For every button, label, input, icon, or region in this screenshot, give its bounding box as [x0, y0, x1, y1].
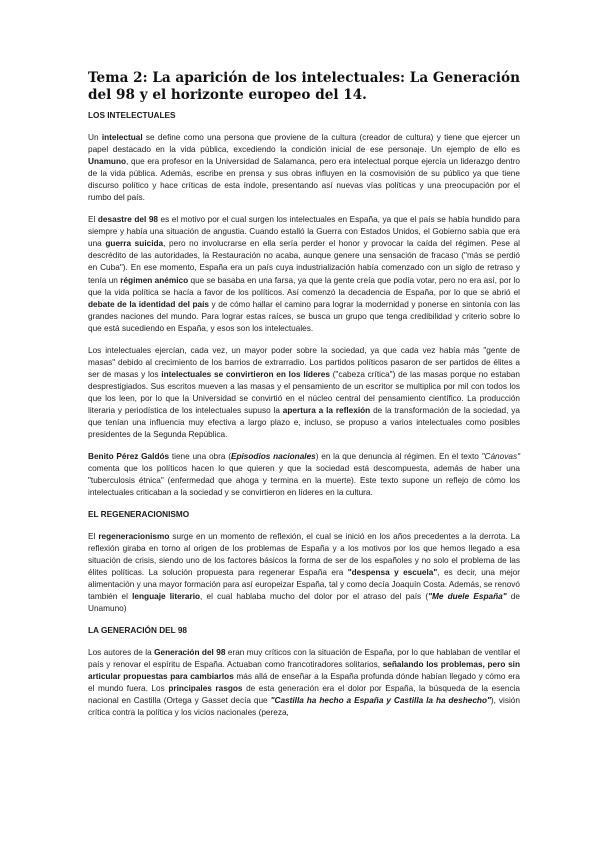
text-run: ), visión crítica contra la política y los vicios nacionales (pereza, [88, 696, 520, 718]
text-run: y de cómo hallar el camino para lograr la modernidad y ponerse en sintonía con las grandes naciones del mundo. Para lograr estas raíces, se busca un grupo que tenga credibilidad y criterio sobre lo que está sucediendo en España, y esos son los intelectuales. [88, 299, 521, 333]
italic-text: "Cánovas" [481, 451, 520, 461]
bold-text: Generación del 98 [154, 647, 226, 657]
text-run: El [88, 531, 99, 541]
text-run: comenta que los políticos hacen lo que quieren y que la sociedad está descompuesta, además de haber una "tuberculosis étnica" (enfermedad que ahoga y termina en la muerte). Este texto supone un reflejo de cómo los intelectuales criticaban a la sociedad y se convirtieron en líderes en la cultura. [88, 463, 520, 498]
bold-text: regeneracionismo [98, 531, 170, 541]
emphasis-text: "Me duele España" [428, 592, 507, 602]
text-run: , es decir, una mejor alimentación y una mayor formación para así europeizar España, tal y como decía Joaquín Costa. Además, se renovó también el [88, 567, 520, 602]
text-run: surge en un momento de reflexión, el cual se inició en los años precedentes a la derrota. La reflexión giraba en torno al origen de los problemas de España y a los motivos por los que hemos llegado a esa situación de crisis, siendo uno de los factores básicos la forma de ser de los españoles y no solo el problema de las élites políticas. La solución propuesta para regenerar España era [88, 531, 520, 577]
paragraph [88, 214, 520, 335]
bold-italic-text [271, 696, 491, 705]
text-run: de la transformación de la sociedad, ya que tenían una influencia muy efectiva a largo plazo e, incluso, se propuso a varios intelectuales como posibles presidentes de la Segunda República. [88, 405, 520, 440]
bold-text: señalando los problemas, pero sin articular propuestas para cambiarlos [88, 659, 521, 681]
emphasis-text: "Castilla ha hecho a España y Castilla la ha deshecho" [270, 696, 491, 706]
bold-text: régimen anémico [120, 275, 189, 285]
text-run: , el cual hablaba mucho del dolor por el atraso del país ( [200, 592, 429, 602]
text-run: eran muy críticos con la situación de España, por lo que hablaban de ventilar el país y renovar el espíritu de España. Actuaban como francotiradores solitarios, [88, 647, 520, 669]
bold-text: intelectual [101, 133, 143, 142]
text-run: es el motivo por el cual surgen los intelectuales en España, ya que el país se había hundido para siempre y había una situación de angustia. Cuando estalló la Guerra con Estados Unidos, el Gobierno sabía que era una [88, 215, 520, 249]
text-run: Los intelectuales ejercían, cada vez, un mayor poder sobre la sociedad, ya que cada vez había más "gente de masas" debido al crecimiento de los barrios de extrarradio. Los partidos políticos pasaron de ser partidos de élites a ser de masas y los [88, 345, 520, 379]
bold-text: apertura a la reflexión [282, 405, 371, 415]
text-run: tiene una obra ( [169, 451, 231, 461]
paragraph [88, 647, 520, 720]
paragraph [88, 451, 520, 499]
section-heading: LOS INTELECTUALES [88, 111, 176, 120]
section-heading: EL REGENERACIONISMO [88, 509, 190, 519]
text-run: ("cabeza crítica") de las masas porque no estaban desprestigiados. Sus escritos mueven a las masas y el pensamiento de un escritor se multiplica por mil con todos los que los leen, por lo que la Universidad se convirtió en el núcleo central del pensamiento científico. La producción literaria y periodística de los intelectuales supuso la [88, 369, 520, 415]
text-run: se define como una persona que proviene de la cultura (creador de cultura) y tiene que ejercer un papel destacado en la vida pública, excediendo la condición inicial de ese personaje. Un ejemplo de ello es [88, 133, 520, 155]
text-run: El [88, 215, 98, 225]
text-run: , pero no involucrarse en ella sería perder el honor y provocar la caída del régimen. Pese al descrédito de las autoridades, la Restauración no acaba, aunque genere una sensación de fracaso ("más se perdió en Cuba"). En ese momento, España era un país cuya industrialización había comenzado con un siglo de retraso y tenía un [88, 239, 520, 285]
text-run: Un [88, 133, 102, 142]
text-run: de esta generación era el dolor por España, la búsqueda de la esencia nacional en Castilla (Ortega y Gasset decía que [88, 684, 521, 706]
emphasis-text: Episodios nacionales [230, 451, 316, 461]
bold-text: principales rasgos [168, 684, 243, 694]
document-title: Tema 2: La aparición de los intelectuales: La Generación del 98 y el horizonte europeo del 14. [88, 70, 521, 103]
bold-text: lenguaje literario [132, 592, 201, 602]
bold-text: intelectuales se convirtieron en los líderes [161, 369, 330, 379]
bold-text: "despensa y escuela" [347, 567, 438, 577]
bold-text: debate de la identidad del país [88, 299, 209, 309]
text-run: , que era profesor en la Universidad de Salamanca, pero era intelectual porque ejercía un liderazgo dentro de la vida pública. Además, escribe en prensa y sus obras influyen en la cosmovisión de su público ya que tiene discurso político y hace críticas de esta índole, presentando así nuevas vías políticas y una preocupación por el rumbo del país. [88, 157, 520, 203]
bold-text: desastre del 98 [97, 215, 159, 225]
paragraph [88, 531, 520, 616]
text-run: de Unamuno) [88, 592, 520, 614]
section-heading: LA GENERACIÓN DEL 98 [88, 625, 188, 635]
bold-italic-text [231, 452, 316, 461]
paragraph [88, 345, 520, 442]
text-run: ) en la que denuncia al régimen. En el texto [315, 451, 482, 461]
document-body [88, 110, 520, 729]
text-run: más allá de enseñar a la España profunda dónde habían llegado y cómo era el mundo fuera. Los [88, 671, 520, 694]
bold-italic-text [428, 592, 507, 601]
paragraph [88, 132, 520, 205]
bold-text: Unamuno [88, 157, 127, 167]
text-run: Los autores de la [88, 647, 155, 657]
bold-text: Benito Pérez Galdós [88, 451, 170, 461]
bold-text: guerra suicida [105, 239, 164, 249]
text-run: que se basaba en una farsa, ya que la gente creía que podía votar, pero no era así, por lo que la vida política se hacía a favor de los políticos. Así comenzó la decadencia de España, por lo que se abrió el [88, 275, 520, 297]
